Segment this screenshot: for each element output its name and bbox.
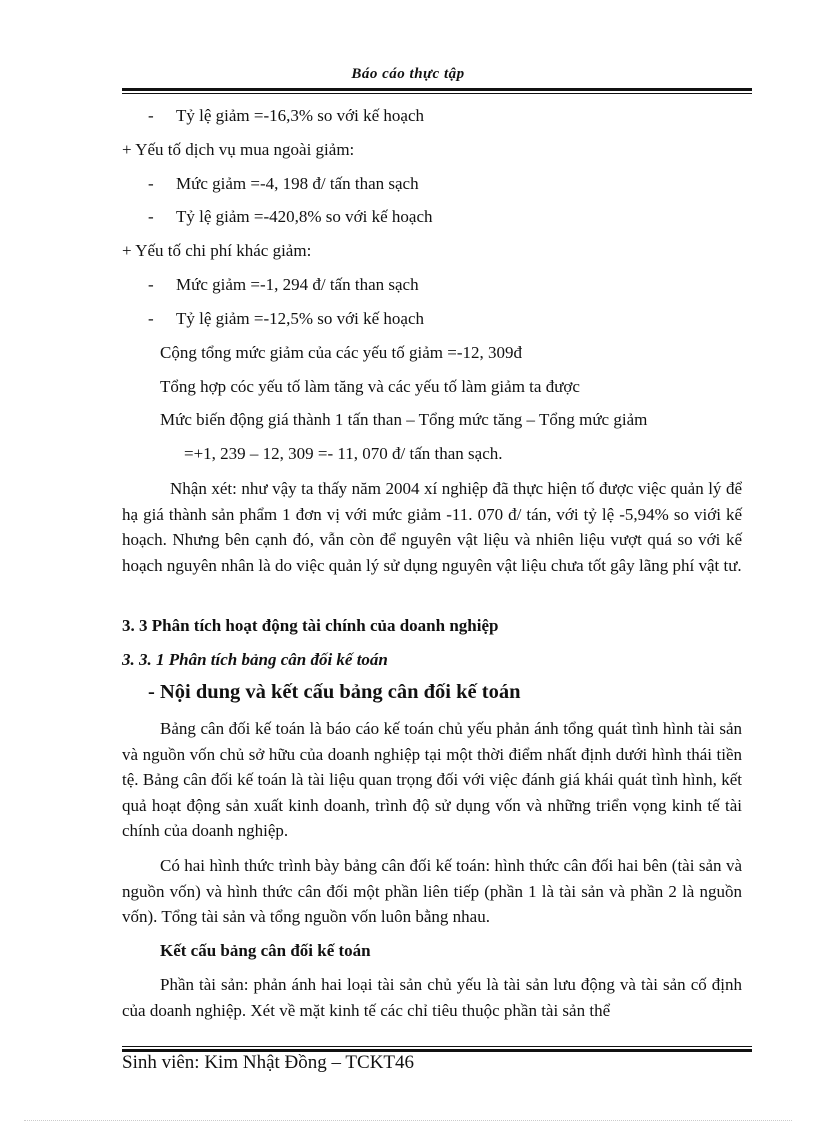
structure-heading: Kết cấu bảng cân đối kế toán xyxy=(160,941,371,960)
section-heading: 3. 3 Phân tích hoạt động tài chính của doanh nghiệp xyxy=(122,616,499,635)
paragraph-remark: Nhận xét: như vậy ta thấy năm 2004 xí nghiệp đã thực hiện tố được việc quản lý để hạ giá thành sản phẩm 1 đơn vị với mức giảm -11. 070 đ/ tán, với tỷ lệ -5,94% so viới kế hoạch. Nhưng bên cạnh đó, vẫn còn để nguyên vật liệu và nhiên liệu vượt quá so với kế hoạch nguyên nhân là do việc quản lý sử dụng nguyên vật liệu chưa tốt gây lãng phí vật tư. xyxy=(122,479,742,575)
text-line: =+1, 239 – 12, 309 =- 11, 070 đ/ tấn than sạch. xyxy=(184,444,503,463)
list-heading: + Yếu tố dịch vụ mua ngoài giảm: xyxy=(122,140,355,159)
text-line: Tổng hợp cóc yếu tố làm tăng và các yếu tố làm giảm ta được xyxy=(160,377,580,396)
header-rule-thick xyxy=(122,88,752,91)
header-rule-thin xyxy=(122,93,752,94)
paragraph-forms: Có hai hình thức trình bày bảng cân đối kế toán: hình thức cân đối hai bên (tài sản và nguồn vốn) và hình thức cân đối một phần liên tiếp (phần 1 là tài sản và phần 2 là nguồn vốn). Tổng tài sản và tổng nguồn vốn luôn bằng nhau. xyxy=(122,856,742,926)
list-item: - Mức giảm =-4, 198 đ/ tấn than sạch xyxy=(148,174,419,193)
paragraph-definition: Bảng cân đối kế toán là báo cáo kế toán chủ yếu phản ánh tổng quát tình hình tài sản và nguồn vốn chủ sở hữu của doanh nghiệp tại một thời điểm nhất định dưới hình thái tiền tệ. Bảng cân đối kế toán là tài liệu quan trọng đối với việc đánh giá khái quát tình hình, kết quả hoạt động sản xuất kinh doanh, trình độ sử dụng vốn và những triển vọng kinh tế tài chính của doanh nghiệp. xyxy=(122,719,742,840)
paragraph-assets: Phần tài sản: phản ánh hai loại tài sản chủ yếu là tài sản lưu động và tài sản cố định của doanh nghiệp. Xét về mặt kinh tế các chỉ tiêu thuộc phần tài sản thể xyxy=(122,975,742,1020)
list-item: - Tỷ lệ giảm =-420,8% so với kế hoạch xyxy=(148,207,433,226)
list-item: - Tỷ lệ giảm =-16,3% so với kế hoạch xyxy=(148,106,425,125)
list-heading: + Yếu tố chi phí khác giảm: xyxy=(122,241,312,260)
text-line: Cộng tổng mức giảm của các yếu tố giảm =-12, 309đ xyxy=(160,343,523,362)
text-line: Mức biến động giá thành 1 tấn than – Tổng mức tăng – Tổng mức giảm xyxy=(160,410,648,429)
subsection-heading: 3. 3. 1 Phân tích bảng cân đối kế toán xyxy=(122,650,388,669)
footer-rule-thin xyxy=(122,1046,752,1047)
list-item: - Mức giảm =-1, 294 đ/ tấn than sạch xyxy=(148,275,419,294)
page-header-title: Báo cáo thực tập xyxy=(351,66,465,82)
list-item: - Tỷ lệ giảm =-12,5% so với kế hoạch xyxy=(148,309,425,328)
page-footer: Sinh viên: Kim Nhật Đồng – TCKT46 xyxy=(122,1052,415,1073)
page-edge-divider xyxy=(24,1120,792,1121)
content-heading: - Nội dung và kết cấu bảng cân đối kế toán xyxy=(148,681,521,703)
